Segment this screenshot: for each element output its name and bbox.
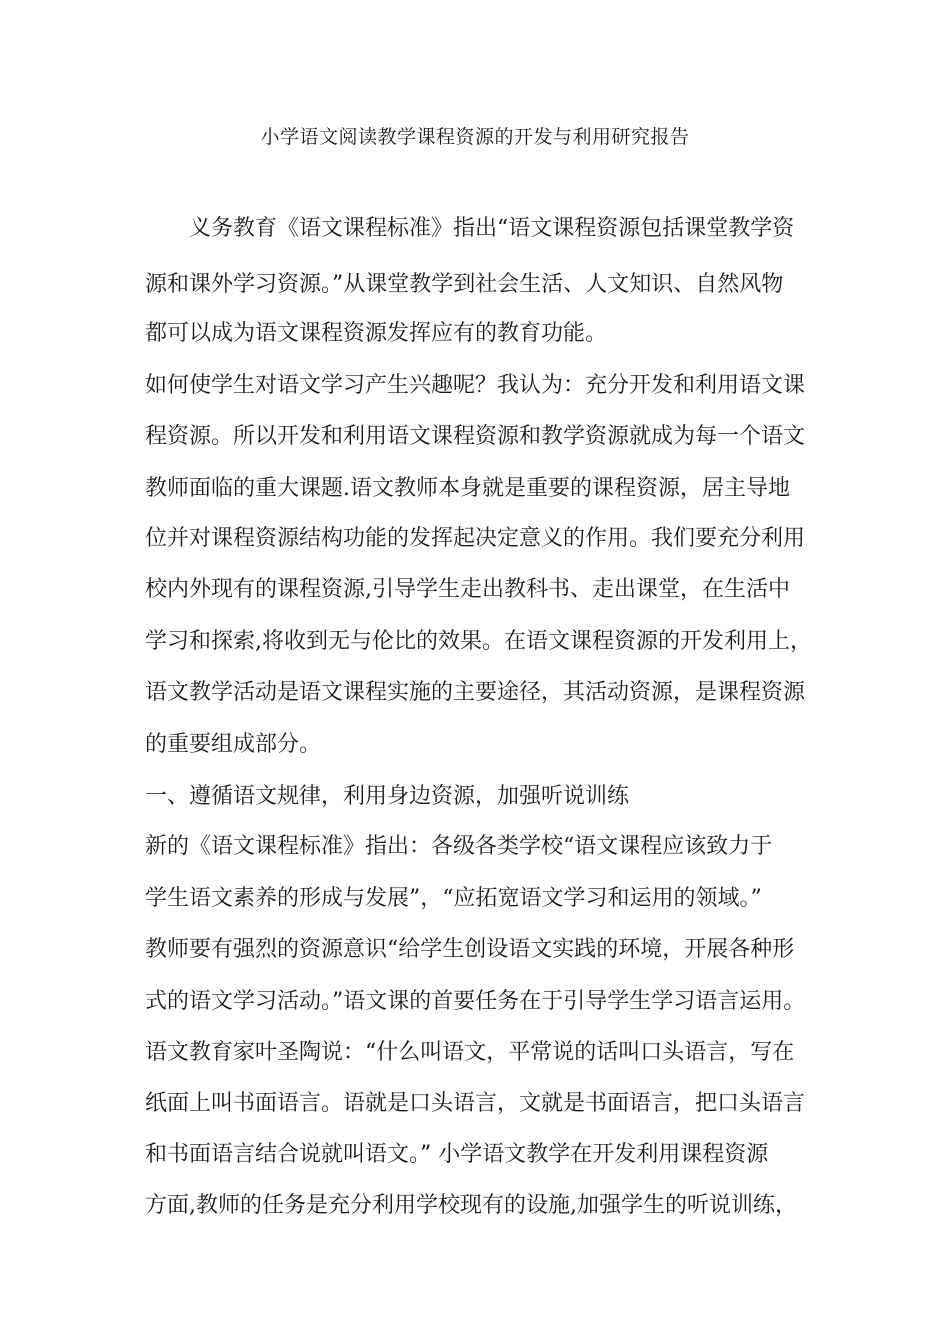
body-line: 学习和探索,将收到无与伦比的效果。在语文课程资源的开发利用上， — [145, 629, 812, 654]
document-title: 小学语文阅读教学课程资源的开发与利用研究报告 — [260, 126, 690, 148]
body-line: 学生语文素养的形成与发展”，“应拓宽语文学习和运用的领域。” — [145, 886, 762, 911]
body-line: 都可以成为语文课程资源发挥应有的教育功能。 — [145, 321, 608, 346]
body-line: 纸面上叫书面语言。语就是口头语言，文就是书面语言，把口头语言 — [145, 1091, 806, 1116]
body-line: 方面,教师的任务是充分利用学校现有的设施,加强学生的听说训练， — [145, 1193, 797, 1218]
body-line: 一、遵循语文规律，利用身边资源，加强听说训练 — [145, 784, 630, 809]
body-line: 源和课外学习资源。”从课堂教学到社会生活、人文知识、自然风物 — [145, 272, 784, 297]
body-line: 新的《语文课程标准》指出：各级各类学校“语文课程应该致力于 — [145, 834, 773, 859]
body-line: 和书面语言结合说就叫语文。” 小学语文教学在开发利用课程资源 — [145, 1142, 769, 1167]
body-line: 程资源。所以开发和利用语文课程资源和教学资源就成为每一个语文 — [145, 424, 806, 449]
body-line: 位并对课程资源结构功能的发挥起决定意义的作用。我们要充分利用 — [145, 526, 806, 551]
body-line: 如何使学生对语文学习产生兴趣呢？我认为：充分开发和利用语文课 — [145, 373, 806, 398]
body-line: 教师要有强烈的资源意识“给学生创设语文实践的环境，开展各种形 — [145, 937, 795, 962]
body-line: 校内外现有的课程资源,引导学生走出教科书、走出课堂，在生活中 — [145, 577, 790, 602]
body-line: 教师面临的重大课题.语文教师本身就是重要的课程资源，居主导地 — [145, 476, 790, 501]
body-line: 义务教育《语文课程标准》指出“语文课程资源包括课堂教学资 — [145, 216, 795, 241]
body-line: 语文教育家叶圣陶说：“什么叫语文，平常说的话叫口头语言，写在 — [145, 1040, 795, 1065]
body-line: 式的语文学习活动。”语文课的首要任务在于引导学生学习语言运用。 — [145, 989, 806, 1014]
body-line: 语文教学活动是语文课程实施的主要途径，其活动资源，是课程资源 — [145, 680, 806, 705]
body-line: 的重要组成部分。 — [145, 732, 322, 757]
